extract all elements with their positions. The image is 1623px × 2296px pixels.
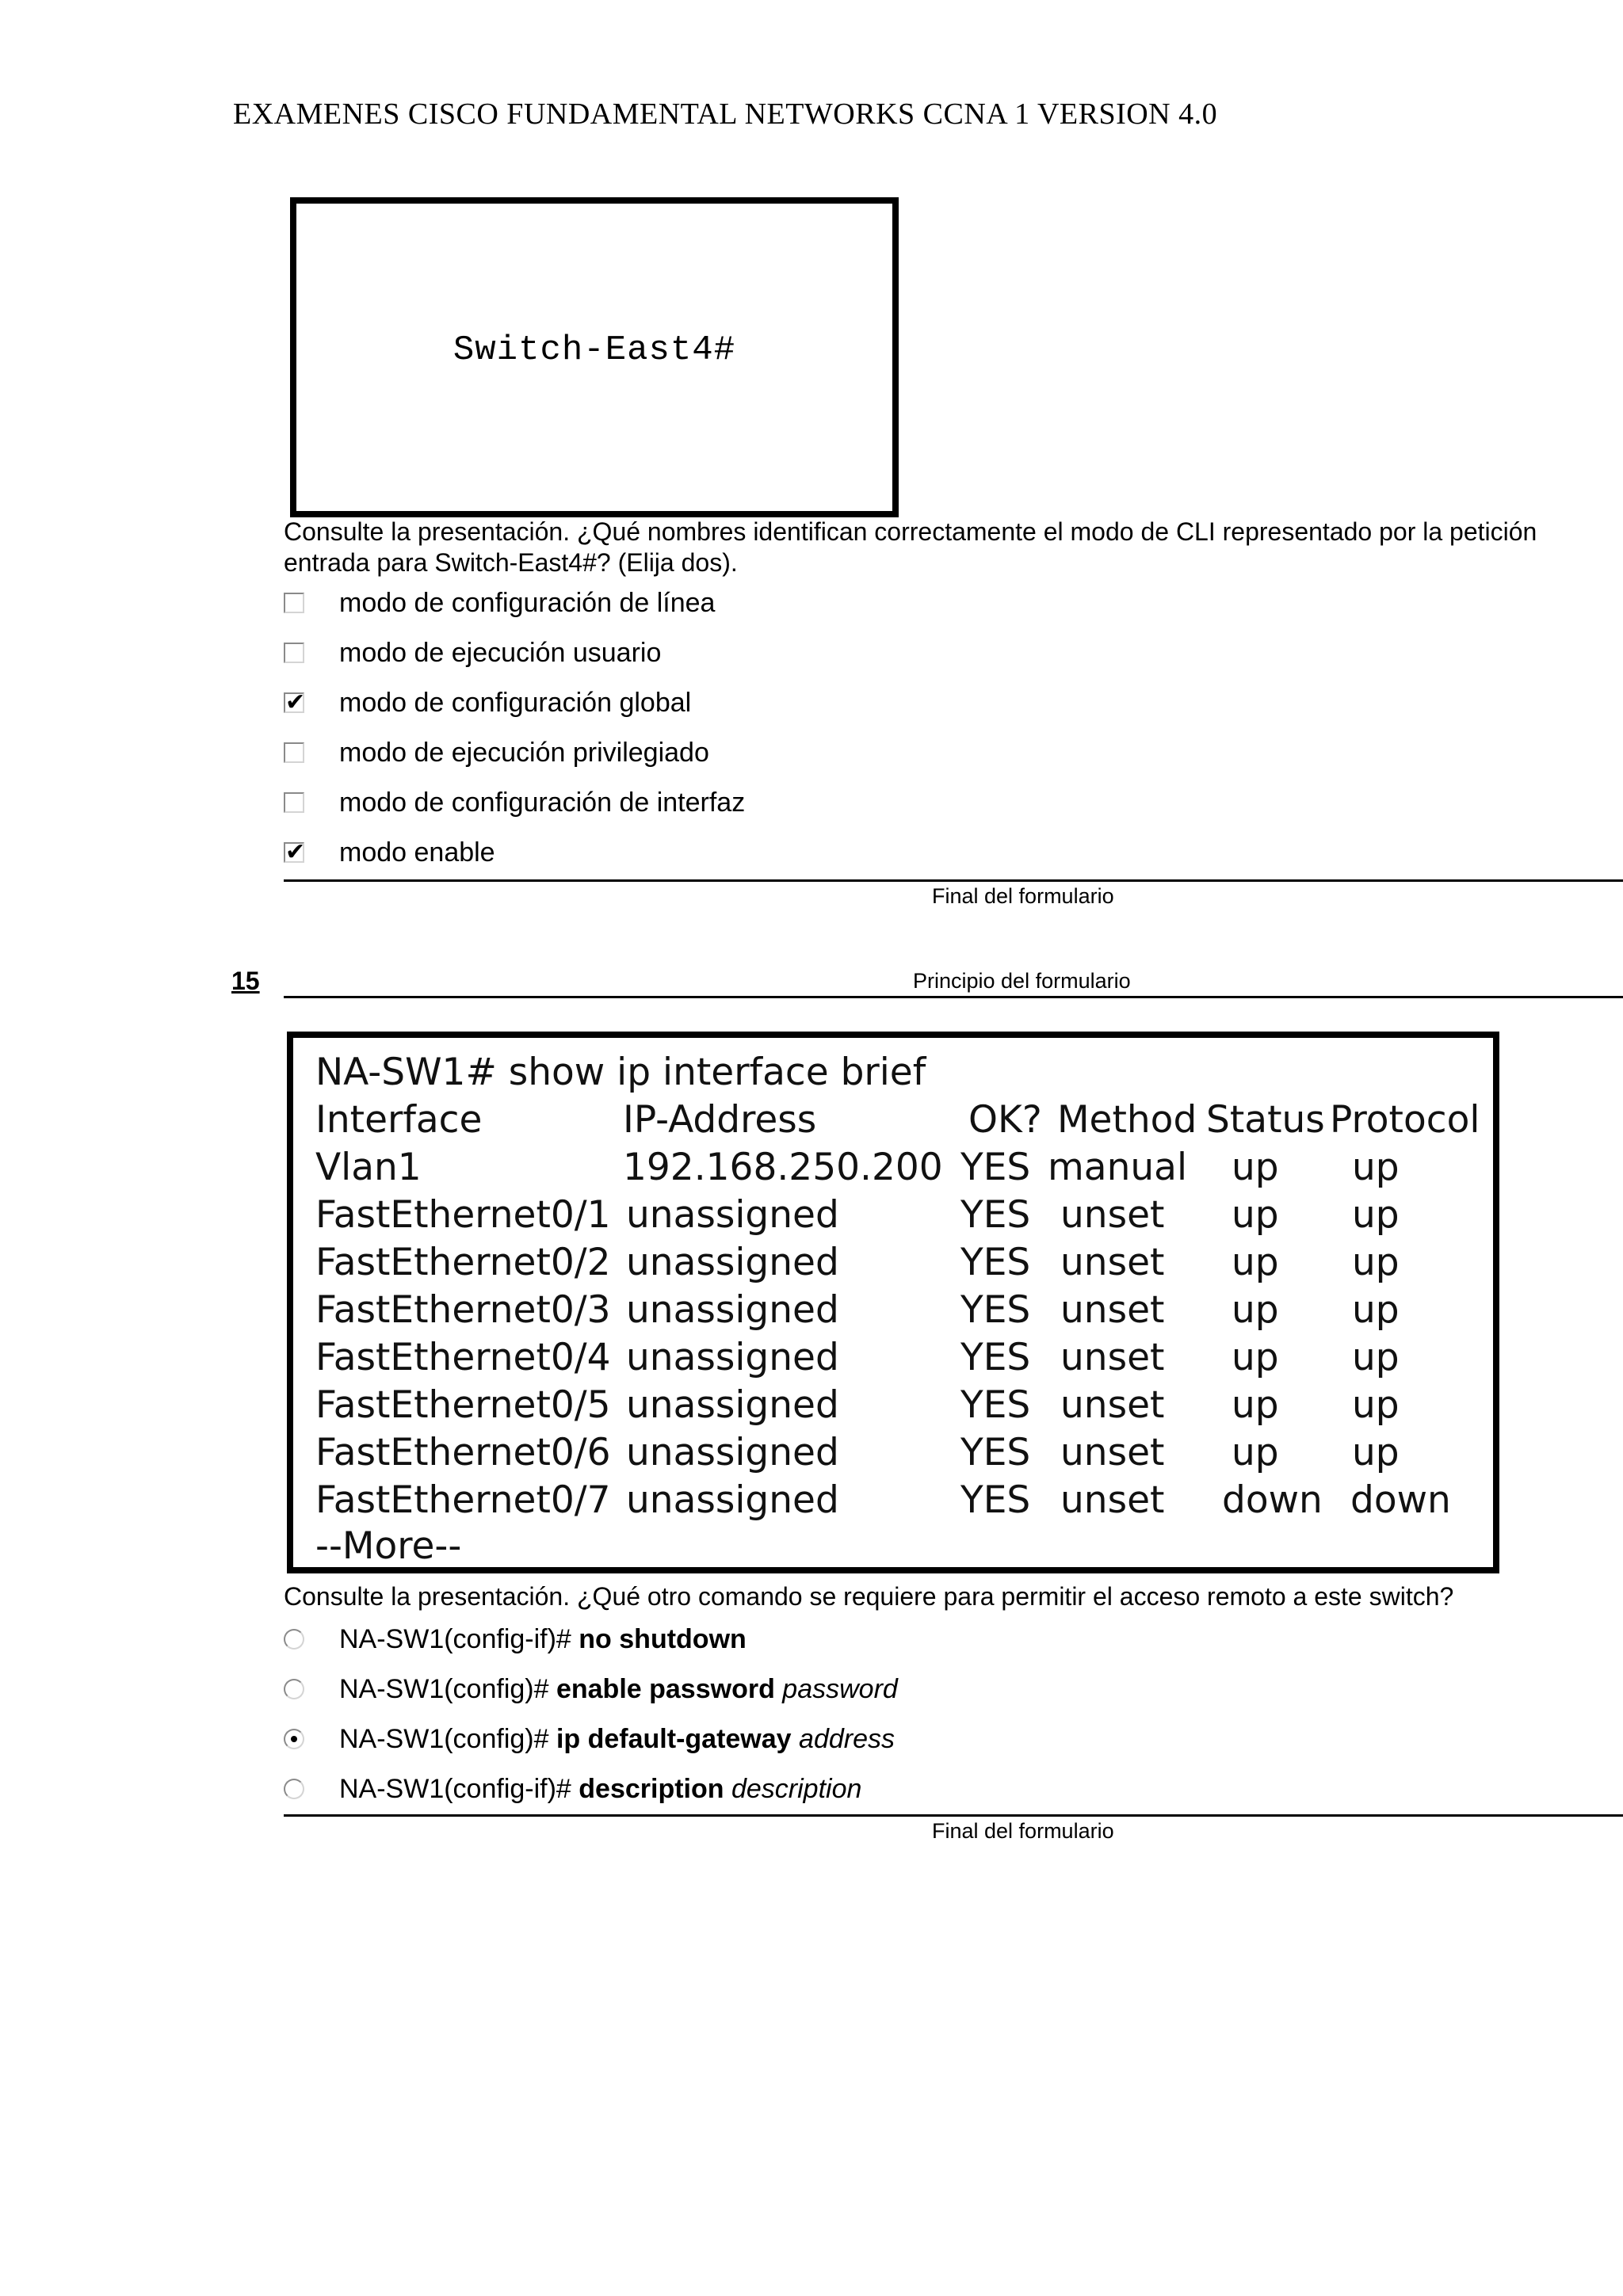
- checkbox-option[interactable]: [284, 787, 745, 818]
- checkbox-option[interactable]: [284, 687, 691, 719]
- option-command: ip default-gateway: [556, 1723, 792, 1754]
- checkbox[interactable]: [284, 643, 304, 663]
- cell-status: up: [1232, 1193, 1279, 1237]
- option-label: modo de configuración de línea: [339, 587, 716, 618]
- cell-ip: 192.168.250.200: [623, 1146, 943, 1189]
- option-command: description: [579, 1773, 724, 1804]
- cell-interface: FastEthernet0/1: [315, 1193, 611, 1237]
- document-header: EXAMENES CISCO FUNDAMENTAL NETWORKS CCNA 1 VERSION 4.0: [233, 97, 1218, 131]
- checkbox-checked[interactable]: ✔: [285, 688, 306, 716]
- option-prefix: NA-SW1(config)#: [339, 1723, 556, 1754]
- cell-status: up: [1232, 1431, 1279, 1474]
- cell-protocol: up: [1352, 1146, 1400, 1189]
- checkbox-checked[interactable]: ✔: [285, 838, 306, 866]
- option-label: [339, 1674, 898, 1705]
- cell-interface: FastEthernet0/4: [315, 1336, 611, 1379]
- cli-prompt: Switch-East4#: [453, 330, 736, 370]
- option-label: modo de ejecución usuario: [339, 637, 662, 668]
- column-header: Method: [1057, 1098, 1197, 1142]
- option-label: [339, 1624, 747, 1655]
- cell-status: up: [1232, 1241, 1279, 1284]
- radio-option[interactable]: [284, 1623, 747, 1655]
- option-label: [339, 1774, 861, 1805]
- cell-ok: YES: [960, 1241, 1031, 1284]
- cell-interface: FastEthernet0/5: [315, 1383, 611, 1427]
- radio-option[interactable]: [284, 1723, 895, 1755]
- cell-ip: unassigned: [626, 1288, 839, 1332]
- question-line-1: Consulte la presentación. ¿Qué nombres identifican correctamente el modo de CLI representado por la petición: [284, 517, 1537, 546]
- cell-ip: unassigned: [626, 1478, 839, 1522]
- cell-ip: unassigned: [626, 1241, 839, 1284]
- column-header: IP-Address: [623, 1098, 817, 1142]
- question-line-2: entrada para Switch-East4#? (Elija dos).: [284, 548, 738, 577]
- radio-option[interactable]: [284, 1773, 861, 1805]
- form-divider: [284, 996, 1623, 998]
- checkbox-option[interactable]: [284, 637, 661, 669]
- cell-method: unset: [1060, 1288, 1165, 1332]
- option-command: no shutdown: [579, 1623, 747, 1654]
- cell-protocol: up: [1352, 1288, 1400, 1332]
- cell-method: unset: [1060, 1336, 1165, 1379]
- option-label: modo enable: [339, 837, 495, 868]
- question-number: 15: [231, 967, 260, 995]
- cell-interface: FastEthernet0/3: [315, 1288, 611, 1332]
- cell-protocol: up: [1352, 1383, 1400, 1427]
- cell-ip: unassigned: [626, 1193, 839, 1237]
- radio-button[interactable]: [284, 1779, 304, 1799]
- column-header: OK?: [968, 1098, 1042, 1142]
- cell-interface: Vlan1: [315, 1146, 422, 1189]
- cell-ip: unassigned: [626, 1336, 839, 1379]
- option-prefix: NA-SW1(config-if)#: [339, 1623, 579, 1654]
- radio-button[interactable]: [284, 1679, 304, 1699]
- cell-ok: YES: [960, 1431, 1031, 1474]
- cell-status: up: [1232, 1146, 1279, 1189]
- cell-interface: FastEthernet0/6: [315, 1431, 611, 1474]
- form-end-label: Final del formulario: [932, 884, 1114, 908]
- cell-method: manual: [1048, 1146, 1188, 1189]
- cell-status: up: [1232, 1288, 1279, 1332]
- cell-interface: FastEthernet0/2: [315, 1241, 611, 1284]
- cell-ok: YES: [960, 1336, 1031, 1379]
- cell-protocol: down: [1350, 1478, 1451, 1522]
- form-end-label: Final del formulario: [932, 1819, 1114, 1843]
- option-argument: description: [731, 1773, 862, 1804]
- cell-protocol: up: [1352, 1241, 1400, 1284]
- cell-ok: YES: [960, 1193, 1031, 1237]
- checkbox[interactable]: [284, 792, 304, 813]
- cell-ok: YES: [960, 1288, 1031, 1332]
- cell-interface: FastEthernet0/7: [315, 1478, 611, 1522]
- cell-ok: YES: [960, 1146, 1031, 1189]
- option-label: modo de configuración de interfaz: [339, 787, 746, 818]
- cli-exhibit: [290, 197, 899, 517]
- question-text: [284, 517, 1623, 578]
- cell-protocol: up: [1352, 1431, 1400, 1474]
- option-argument: address: [799, 1723, 895, 1754]
- cell-method: unset: [1060, 1383, 1165, 1427]
- cell-status: up: [1232, 1336, 1279, 1379]
- cell-method: unset: [1060, 1431, 1165, 1474]
- option-label: [339, 1724, 895, 1755]
- question-text: Consulte la presentación. ¿Qué otro comando se requiere para permitir el acceso remoto a este switch?: [284, 1582, 1454, 1611]
- cell-ok: YES: [960, 1478, 1031, 1522]
- column-header: Protocol: [1330, 1098, 1480, 1142]
- cli-more-prompt: --More--: [315, 1524, 462, 1568]
- cli-command: NA-SW1# show ip interface brief: [315, 1051, 926, 1094]
- cell-protocol: up: [1352, 1193, 1400, 1237]
- form-divider: [284, 1814, 1623, 1817]
- cell-method: unset: [1060, 1193, 1165, 1237]
- radio-button-selected[interactable]: [284, 1729, 304, 1749]
- option-prefix: NA-SW1(config-if)#: [339, 1773, 579, 1804]
- cell-method: unset: [1060, 1478, 1165, 1522]
- cell-ip: unassigned: [626, 1431, 839, 1474]
- checkbox-option[interactable]: [284, 737, 709, 769]
- radio-option[interactable]: [284, 1673, 898, 1705]
- option-label: modo de configuración global: [339, 687, 692, 718]
- option-prefix: NA-SW1(config)#: [339, 1673, 556, 1704]
- option-label: modo de ejecución privilegiado: [339, 737, 709, 768]
- form-start-label: Principio del formulario: [913, 969, 1131, 993]
- checkbox-option[interactable]: [284, 837, 495, 868]
- checkbox[interactable]: [284, 742, 304, 763]
- radio-button[interactable]: [284, 1629, 304, 1650]
- cell-ip: unassigned: [626, 1383, 839, 1427]
- cell-protocol: up: [1352, 1336, 1400, 1379]
- cli-output-exhibit: [287, 1032, 1499, 1573]
- checkbox-option[interactable]: [284, 587, 715, 619]
- cell-status: up: [1232, 1383, 1279, 1427]
- option-argument: password: [782, 1673, 898, 1704]
- column-header: Interface: [315, 1098, 483, 1142]
- cell-ok: YES: [960, 1383, 1031, 1427]
- cell-method: unset: [1060, 1241, 1165, 1284]
- cell-status: down: [1222, 1478, 1323, 1522]
- form-divider: [284, 879, 1623, 882]
- option-command: enable password: [556, 1673, 775, 1704]
- checkbox[interactable]: [284, 593, 304, 613]
- column-header: Status: [1206, 1098, 1325, 1142]
